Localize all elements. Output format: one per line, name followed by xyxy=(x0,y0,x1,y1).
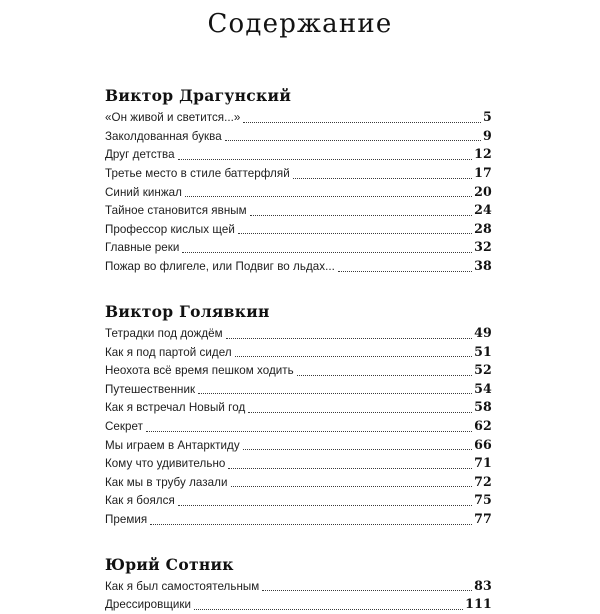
toc-entry-title: Тайное становится явным xyxy=(105,204,247,218)
toc-entry[interactable] xyxy=(105,145,492,164)
toc-entry-page-number: 28 xyxy=(474,220,492,236)
toc-entry-title: «Он живой и светится...» xyxy=(105,111,241,125)
toc-entry[interactable] xyxy=(105,324,492,343)
toc-entry[interactable] xyxy=(105,595,492,614)
toc-entry-page-number: 62 xyxy=(474,417,492,433)
toc-entry-page-number: 9 xyxy=(483,127,492,143)
section-author-heading: Юрий Сотник xyxy=(105,554,234,574)
toc-entry-list xyxy=(105,324,492,529)
dot-leader xyxy=(235,356,472,357)
toc-entry-title: Неохота всё время пешком ходить xyxy=(105,364,294,378)
dot-leader xyxy=(198,393,472,394)
toc-entry-page-number: 32 xyxy=(474,239,492,255)
toc-entry-title: Путешественник xyxy=(105,382,196,396)
toc-entry-page-number: 66 xyxy=(474,436,492,452)
toc-entry-title: Как я был самостоятельным xyxy=(105,579,260,593)
toc-entry-page-number: 111 xyxy=(465,596,492,612)
toc-entry-title: Главные реки xyxy=(105,241,180,255)
toc-entry[interactable] xyxy=(105,257,492,276)
toc-entry[interactable] xyxy=(105,108,492,127)
toc-entry-title: Премия xyxy=(105,512,148,526)
toc-entry[interactable] xyxy=(105,491,492,510)
dot-leader xyxy=(150,524,472,525)
toc-entry-page-number: 52 xyxy=(474,362,492,378)
toc-entry[interactable] xyxy=(105,164,492,183)
toc-entry-page-number: 24 xyxy=(474,202,492,218)
toc-section xyxy=(105,555,492,614)
toc-entry-page-number: 72 xyxy=(474,473,492,489)
toc-entry-title: Заколдованная буква xyxy=(105,129,222,143)
toc-entry-title: Профессор кислых щей xyxy=(105,222,235,236)
toc-entry-title: Мы играем в Антарктиду xyxy=(105,438,240,452)
toc-entry-title: Тетрадки под дождём xyxy=(105,326,223,340)
toc-entry-title: Дрессировщики xyxy=(105,598,192,612)
toc-entry[interactable] xyxy=(105,436,492,455)
toc-entry-page-number: 51 xyxy=(474,343,492,359)
dot-leader xyxy=(338,271,472,272)
toc-section xyxy=(105,86,492,276)
dot-leader xyxy=(178,159,472,160)
toc-entry-page-number: 5 xyxy=(483,109,492,125)
section-author-heading: Виктор Драгунский xyxy=(105,85,292,105)
toc-entry[interactable] xyxy=(105,510,492,529)
toc-entry-list xyxy=(105,577,492,614)
toc-entry-title: Как мы в трубу лазали xyxy=(105,475,228,489)
dot-leader xyxy=(194,609,463,610)
toc-entry-title: Как я под партой сидел xyxy=(105,345,232,359)
dot-leader xyxy=(228,468,472,469)
toc-entry-page-number: 49 xyxy=(474,324,492,340)
toc-entry[interactable] xyxy=(105,127,492,146)
dot-leader xyxy=(293,178,472,179)
toc-entry-title: Третье место в стиле баттерфляй xyxy=(105,167,290,181)
toc-entry-title: Как я боялся xyxy=(105,494,175,508)
toc-entry[interactable] xyxy=(105,183,492,202)
toc-entry-page-number: 20 xyxy=(474,183,492,199)
toc-entry[interactable] xyxy=(105,238,492,257)
toc-entry[interactable] xyxy=(105,398,492,417)
toc-entry[interactable] xyxy=(105,220,492,239)
toc-entry-page-number: 71 xyxy=(474,455,492,471)
dot-leader xyxy=(231,486,473,487)
dot-leader xyxy=(250,215,472,216)
toc-entry-title: Кому что удивительно xyxy=(105,457,226,471)
page-title: Содержание xyxy=(207,9,393,39)
section-author-heading: Виктор Голявкин xyxy=(105,301,270,321)
toc-entry[interactable] xyxy=(105,201,492,220)
toc-entry-page-number: 75 xyxy=(474,492,492,508)
toc-body xyxy=(0,86,600,614)
toc-entry[interactable] xyxy=(105,343,492,362)
toc-entry-page-number: 58 xyxy=(474,399,492,415)
toc-entry-title: Секрет xyxy=(105,419,144,433)
dot-leader xyxy=(248,412,472,413)
dot-leader xyxy=(226,338,472,339)
toc-entry[interactable] xyxy=(105,577,492,596)
dot-leader xyxy=(243,122,481,123)
toc-entry-page-number: 12 xyxy=(474,146,492,162)
dot-leader xyxy=(182,252,472,253)
dot-leader xyxy=(243,449,472,450)
toc-entry[interactable] xyxy=(105,380,492,399)
toc-entry[interactable] xyxy=(105,473,492,492)
dot-leader xyxy=(178,505,472,506)
toc-section xyxy=(105,302,492,529)
toc-entry-title: Пожар во флигеле, или Подвиг во льдах... xyxy=(105,260,335,274)
toc-entry-page-number: 38 xyxy=(474,258,492,274)
toc-entry-title: Друг детства xyxy=(105,148,175,162)
toc-entry[interactable] xyxy=(105,454,492,473)
toc-entry-list xyxy=(105,108,492,275)
dot-leader xyxy=(185,196,472,197)
dot-leader xyxy=(262,590,472,591)
toc-entry-page-number: 77 xyxy=(474,510,492,526)
toc-entry-page-number: 54 xyxy=(474,380,492,396)
dot-leader xyxy=(297,375,472,376)
dot-leader xyxy=(238,233,472,234)
toc-entry-title: Синий кинжал xyxy=(105,185,182,199)
toc-entry[interactable] xyxy=(105,361,492,380)
toc-entry[interactable] xyxy=(105,417,492,436)
dot-leader xyxy=(225,140,481,141)
dot-leader xyxy=(146,431,472,432)
toc-entry-page-number: 17 xyxy=(474,165,492,181)
toc-entry-title: Как я встречал Новый год xyxy=(105,401,246,415)
toc-entry-page-number: 83 xyxy=(474,577,492,593)
